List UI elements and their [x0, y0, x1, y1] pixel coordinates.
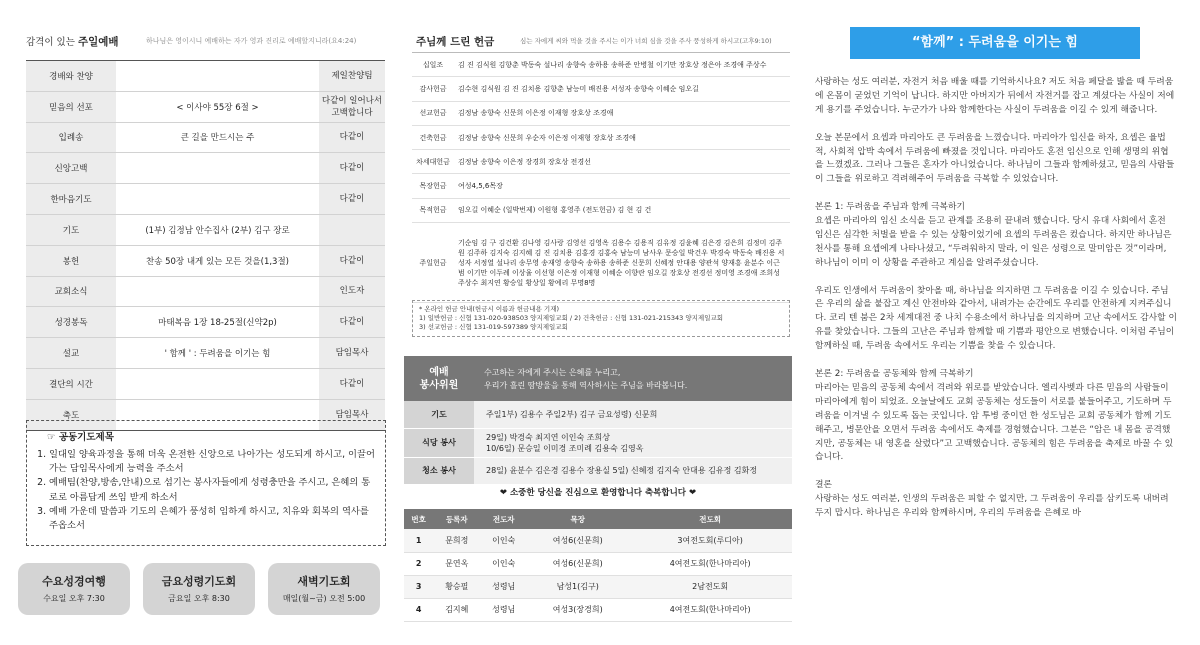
- offering-names: 여성4,5,6목장: [454, 174, 790, 198]
- worship-item-name: 기도: [26, 214, 116, 245]
- visitor-cell: 남성1(김구): [527, 575, 628, 598]
- visitor-header: 등록자: [433, 509, 480, 529]
- worship-row: [26, 122, 385, 153]
- worship-item-leader: 다같이 일어나서 고백합니다: [319, 91, 385, 122]
- worship-item-name: 교회소식: [26, 276, 116, 307]
- worship-item-content: 마태복음 1장 18-25절(신약2p): [116, 307, 319, 338]
- worship-item-content: 큰 길을 만드시는 주: [116, 122, 319, 153]
- sermon-article: [815, 76, 1177, 535]
- offering-row: [412, 198, 790, 222]
- worship-item-leader: 제일찬양팀: [319, 61, 385, 92]
- visitor-cell: 이인숙: [480, 552, 527, 575]
- meeting-time: 매일(월~금) 오전 5:00: [282, 594, 366, 603]
- offering-subtitle: 심는 자에게 씨와 먹을 것을 주시는 이가 너희 심을 것을 주사 풍성하게 하시고(고후9:10): [520, 37, 772, 45]
- banner-title-line: 봉사위원: [419, 379, 459, 391]
- meeting-friday: [143, 563, 255, 615]
- worship-item-name: 축도: [26, 399, 116, 430]
- offering-row: [412, 223, 790, 303]
- visitor-cell: 김지혜: [433, 598, 480, 621]
- service-names: [474, 428, 792, 457]
- worship-item-leader: 담임목사: [319, 338, 385, 369]
- worship-item-leader: 다같이: [319, 307, 385, 338]
- visitor-cell: 성령님: [480, 575, 527, 598]
- service-table: [404, 401, 792, 485]
- visitor-cell: 1: [404, 529, 433, 552]
- offering-row: [412, 53, 790, 77]
- visitor-header: 목장: [527, 509, 628, 529]
- worship-item-leader: [319, 214, 385, 245]
- visitor-cell: 성령님: [480, 598, 527, 621]
- offering-names: 임오길 이혜순 (일박번제) 이원형 홍영주 (전도헌금) 김 현 김 건: [454, 198, 790, 222]
- meeting-dawn: [268, 563, 380, 615]
- worship-title-prefix: 감격이 있는: [26, 37, 78, 48]
- offering-row: [412, 150, 790, 174]
- offering-type: 차세대헌금: [412, 150, 454, 174]
- online-title: * 온라인 헌금 안내(헌금시 이름과 헌금내용 기재): [419, 305, 560, 313]
- sermon-paragraph: 본론 1: 두려움을 주님과 함께 극복하기 요셉은 마리아의 임신 소식을 듣고 관계를 조용히 끝내려 했습니다. 당시 유대 사회에서 혼전 임신은 심각한 처벌을 받을 수 있는 상황이었기에 요셉의 두려움은 컸습니다. 하지만 하나님은 천사를 통해 요셉에게 나타나셨고, “두려워하지 말라, 이 일은 성령으로 말미암은 것”이라며, 하나님이 이미 이 상황을 주관하고 계심을 알려주셨습니다.: [815, 202, 1172, 268]
- offering-table: [412, 52, 790, 303]
- worship-item-content: [116, 61, 319, 92]
- meeting-time: 금요일 오후 8:30: [168, 594, 230, 603]
- visitor-cell: 여성6(신문희): [527, 529, 628, 552]
- visitor-row: [404, 552, 792, 575]
- worship-item-name: 한마음기도: [26, 184, 116, 215]
- worship-item-content: ' 함께 ' : 두려움을 이기는 힘: [116, 338, 319, 369]
- service-committee: [404, 356, 792, 485]
- offering-type: 목장헌금: [412, 174, 454, 198]
- offering-names: 김정남 송향숙 이은정 장경희 장호상 전경선: [454, 150, 790, 174]
- worship-item-name: 입례송: [26, 122, 116, 153]
- offering-type: 목적헌금: [412, 198, 454, 222]
- worship-item-content: [116, 276, 319, 307]
- worship-item-name: 봉헌: [26, 245, 116, 276]
- offering-row: [412, 174, 790, 198]
- worship-row: [26, 214, 385, 245]
- visitor-cell: 2: [404, 552, 433, 575]
- worship-row: [26, 307, 385, 338]
- offering-type: 건축헌금: [412, 125, 454, 149]
- worship-subtitle: 하나님은 영이시니 예배하는 자가 영과 진리로 예배할지니라(요4:24): [146, 37, 357, 45]
- offering-type: 선교헌금: [412, 101, 454, 125]
- worship-row: [26, 61, 385, 92]
- offering-type: 주일헌금: [412, 223, 454, 303]
- worship-item-content: [116, 184, 319, 215]
- worship-order-table: [26, 60, 385, 431]
- worship-row: [26, 184, 385, 215]
- service-names-line: 28일) 윤분수 김은경 김용수 장용실 5일) 신혜정 김지숙 안대용 김유정 김화정: [486, 466, 758, 475]
- worship-column: [0, 0, 400, 645]
- meeting-time: 수요일 오후 7:30: [43, 594, 105, 603]
- visitor-cell: 2남전도회: [628, 575, 792, 598]
- service-row: [404, 401, 792, 428]
- service-names-line: 주일1부) 김용수 주일2부) 김구 금요성령) 신문희: [486, 409, 658, 419]
- service-names-line: 29일) 박경숙 최지연 이인숙 조희상: [486, 432, 610, 442]
- meeting-wednesday: [18, 563, 130, 615]
- service-names: [474, 457, 792, 484]
- service-names: [474, 401, 792, 428]
- visitor-cell: 여성6(신문희): [527, 552, 628, 575]
- worship-item-content: < 이사야 55장 6절 >: [116, 91, 319, 122]
- offering-names: 김수현 김식원 김 진 김치용 김향춘 남능미 배진용 서성자 송향숙 이혜순 임오길: [454, 77, 790, 101]
- visitor-cell: 황승필: [433, 575, 480, 598]
- offering-names: 김정남 송향숙 신문희 우순자 이은정 이재형 장호상 조경애: [454, 125, 790, 149]
- worship-item-content: 찬송 50장 내게 있는 모든 것을(1,3절): [116, 245, 319, 276]
- service-role: 식당 봉사: [404, 428, 474, 457]
- service-row: [404, 428, 792, 457]
- worship-item-leader: 다같이: [319, 122, 385, 153]
- worship-item-content: (1부) 김정남 안수집사 (2부) 김구 장로: [116, 214, 319, 245]
- service-row: [404, 457, 792, 484]
- prayer-box: [26, 420, 386, 546]
- visitor-header: 전도회: [628, 509, 792, 529]
- visitor-header: 번호: [404, 509, 433, 529]
- prayer-item: 1. 일대일 양육과정을 통해 더욱 온전한 신앙으로 나아가는 성도되게 하시고, 이끌어가는 담임목사에게 능력을 주소서: [49, 448, 375, 476]
- worship-row: [26, 276, 385, 307]
- worship-item-name: 성경봉독: [26, 307, 116, 338]
- service-role: 청소 봉사: [404, 457, 474, 484]
- offering-title: 주님께 드린 헌금: [416, 36, 495, 48]
- meeting-title: 수요성경여행: [42, 575, 106, 588]
- welcome-message: ❤ 소중한 당신을 진심으로 환영합니다 축복합니다 ❤: [499, 488, 697, 498]
- offering-row: [412, 125, 790, 149]
- banner-title-line: 예배: [429, 366, 449, 378]
- offering-names: 김정남 송향숙 신문희 이은정 이재형 장호상 조경애: [454, 101, 790, 125]
- worship-item-content: [116, 368, 319, 399]
- prayer-list: [37, 448, 375, 533]
- worship-item-name: 경배와 찬양: [26, 61, 116, 92]
- worship-row: [26, 338, 385, 369]
- worship-item-leader: 담임목사: [319, 399, 385, 430]
- online-line: 1) 일반헌금 : 신협 131-020-938503 양지제일교회 / 2) 건축헌금 : 신협 131-021-215343 양지제일교회: [419, 314, 724, 322]
- prayer-title: ☞ 공동기도제목: [47, 432, 114, 443]
- sermon-paragraph: 결론 사랑하는 성도 여러분, 인생의 두려움은 피할 수 없지만, 그 두려움이 우리를 삼키도록 내버려두지 맙시다. 하나님은 우리와 함께하시며, 우리의 두려움을 은혜로 바: [815, 480, 1169, 519]
- online-offering-info: [412, 300, 790, 337]
- meeting-title: 새벽기도회: [297, 575, 351, 588]
- offering-row: [412, 101, 790, 125]
- worship-item-name: 신앙고백: [26, 153, 116, 184]
- sermon-title: “함께” : 두려움을 이기는 힘: [850, 27, 1140, 59]
- visitor-row: [404, 575, 792, 598]
- service-banner-title: [404, 366, 474, 392]
- offering-type: 감사헌금: [412, 77, 454, 101]
- sermon-paragraph: 사랑하는 성도 여러분, 자전거 처음 배울 때를 기억하시나요? 저도 처음 페달을 밟을 때 두려움에 온몸이 굳었던 기억이 납니다. 하지만 아버지가 뒤에서 자전거를 잡고 계셨다는 사실이 저에게 용기를 주었습니다. 누군가가 나와 함께한다는 사실이 두려움을 이길 수 있게 해줍니다.: [815, 77, 1175, 115]
- worship-item-leader: 인도자: [319, 276, 385, 307]
- visitor-header: 전도자: [480, 509, 527, 529]
- offering-names: 기순임 김 구 김건환 김나영 김사랑 김영선 김영옥 김용수 김용직 김유정 김윤혜 김은경 김은희 김정미 김주원 김주하 김지숙 김지혜 김 진 김치용 김홍경 김홍숙 남능미 남사우 문승일 박건우 박경숙 박동숙 배진용 서성자 서정열 설나리 송무영 송재영 송향숙 송하용 송하준 신문희 신혜정 안대용 양관석 양재흥 윤분수 이근범 이기만 이두례 이상율 이선형 이은정 이재형 이혜순 이향란 임오길 장호상 전경선 정미영 조경애 조희성 주상수 최지연 황승일 황상일 황예리 무명8명: [454, 223, 790, 303]
- worship-row: [26, 91, 385, 122]
- worship-row: [26, 153, 385, 184]
- service-names-line: 10/6일) 문승일 이미경 조미례 김용숙 김영옥: [486, 443, 644, 453]
- sermon-paragraph: 오늘 본문에서 요셉과 마리아도 큰 두려움을 느꼈습니다. 마리아가 임신을 하자, 요셉은 율법적, 사회적 압박 속에서 두려움에 빠졌을 것입니다. 마리아도 혼전 임신으로 인해 생명의 위협을 느꼈겠죠. 그러나 그들은 혼자가 아니었습니다. 하나님이 그들과 함께하셨고, 믿음의 사람들이 그들을 위로하고 격려해주어 두려움을 극복할 수 있었습니다.: [815, 132, 1175, 185]
- offering-row: [412, 77, 790, 101]
- offering-names: 김 진 김식원 김향춘 박동숙 설나리 송향숙 송하용 송하준 안병철 이기만 장호상 정은아 조경애 주상수: [454, 53, 790, 77]
- worship-header: [26, 34, 386, 52]
- worship-row: [26, 245, 385, 276]
- visitor-row: [404, 598, 792, 621]
- visitor-row: [404, 529, 792, 552]
- offering-header: [416, 34, 786, 49]
- service-banner: [404, 356, 792, 401]
- online-line: 3) 선교헌금 : 신협 131-019-597389 양지제일교회: [419, 323, 568, 331]
- service-role: 기도: [404, 401, 474, 428]
- worship-item-name: 믿음의 선포: [26, 91, 116, 122]
- visitor-cell: 4여전도회(한나마리아): [628, 598, 792, 621]
- sermon-paragraph: 본론 2: 두려움을 공동체와 함께 극복하기 마리아는 믿음의 공동체 속에서 격려와 위로를 받았습니다. 엘리사벳과 다른 믿음의 사람들이 마리아에게 힘이 되었죠. 오늘날에도 교회 공동체는 성도들이 서로를 붙들어주고, 기도하며 두려움을 이겨낼 수 있도록 돕는 곳입니다. 암 투병 중이던 한 성도님은 교회 공동체가 함께 기도해주고, 병문안을 오면서 두려움 속에서도 축제를 경험했습니다. 그분은 “암은 내 몸을 공격했지만, 공동체는 내 영혼을 살렸다”고 고백했습니다. 공동체의 힘은 두려움을 축제로 바꿀 수 있습니다.: [815, 368, 1174, 463]
- worship-item-leader: 다같이: [319, 368, 385, 399]
- prayer-item: 3. 예배 가운데 말씀과 기도의 은혜가 풍성히 임하게 하시고, 치유와 회복의 역사를 주옵소서: [49, 505, 375, 533]
- meeting-title: 금요성령기도회: [161, 575, 237, 588]
- worship-item-leader: 다같이: [319, 245, 385, 276]
- offering-type: 십일조: [412, 53, 454, 77]
- visitor-cell: 이인숙: [480, 529, 527, 552]
- visitor-cell: 문연옥: [433, 552, 480, 575]
- visitor-table: [404, 509, 792, 622]
- visitor-cell: 4여전도회(한나마리아): [628, 552, 792, 575]
- worship-item-name: 결단의 시간: [26, 368, 116, 399]
- worship-item-leader: 다같이: [319, 153, 385, 184]
- worship-title: 주일예배: [77, 36, 119, 48]
- worship-row: [26, 368, 385, 399]
- visitor-cell: 문희정: [433, 529, 480, 552]
- sermon-paragraph: 우리도 인생에서 두려움이 찾아올 때, 하나님을 의지하면 그 두려움을 이길 수 있습니다. 주님은 우리의 삶을 붙잡고 계신 안전바와 같아서, 내려가는 순간에도 우리를 안전하게 지켜주십니다. 코리 텐 붐은 2차 세계대전 중 나치 수용소에서 하나님을 의지하며 고난 속에서도 감사할 이유를 찾았습니다. 그들의 고난은 주님과 함께할 때 기쁨과 평안으로 변했습니다. 이처럼 주님이 함께하실 때, 두려움 속에서도 우리는 기쁨을 찾을 수 있습니다.: [815, 285, 1177, 352]
- banner-desc-line: 수고하는 자에게 주시는 은혜를 누리고,: [484, 367, 621, 377]
- prayer-item: 2. 예배팀(찬양,방송,안내)으로 섬기는 봉사자들에게 성령충만을 주시고, 은혜의 통로로 아름답게 쓰임 받게 하소서: [49, 476, 375, 504]
- visitor-cell: 4: [404, 598, 433, 621]
- worship-item-leader: 다같이: [319, 184, 385, 215]
- service-banner-desc: [474, 366, 687, 392]
- visitor-cell: 여성3(장경희): [527, 598, 628, 621]
- worship-item-name: 설교: [26, 338, 116, 369]
- visitor-cell: 3여전도회(루디아): [628, 529, 792, 552]
- worship-item-content: [116, 153, 319, 184]
- visitor-cell: 3: [404, 575, 433, 598]
- banner-desc-line: 우리가 흘린 땀방울을 통해 역사하시는 주님을 바라봅니다.: [484, 380, 688, 390]
